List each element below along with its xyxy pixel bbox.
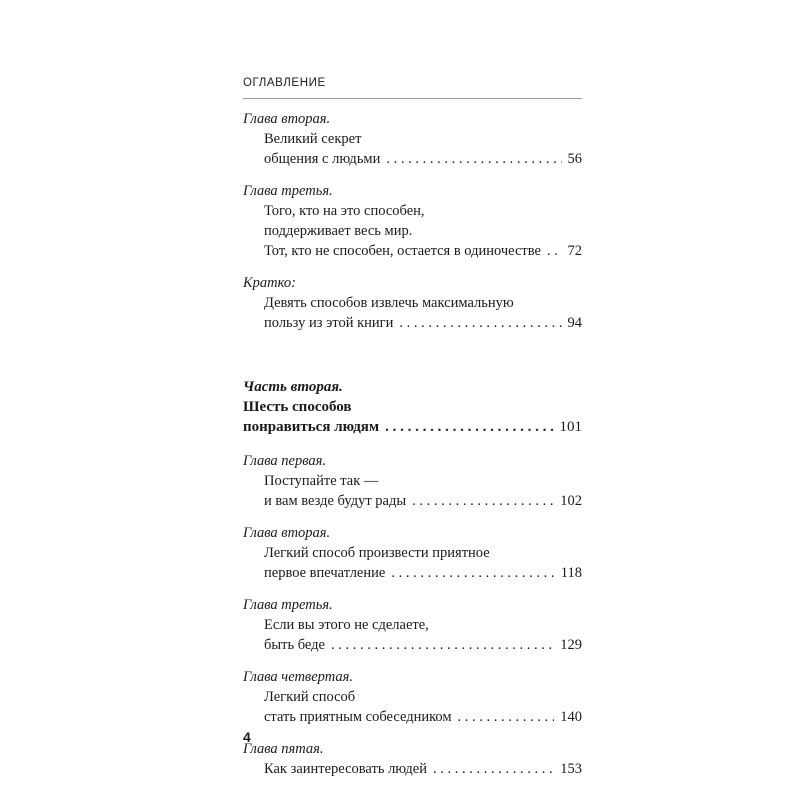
- chapter-title-line: Того, кто на это способен,: [264, 203, 425, 219]
- running-header: ОГЛАВЛЕНИЕ: [243, 77, 326, 89]
- dot-leader: [385, 417, 553, 437]
- page-ref: 101: [559, 419, 582, 435]
- chapter-title-last-line: [243, 149, 582, 169]
- toc-entry: [243, 109, 582, 169]
- chapter-title-text: Тот, кто не способен, остается в одиночестве: [264, 243, 541, 259]
- page-number: 4: [243, 729, 251, 745]
- page-ref: 140: [560, 709, 582, 725]
- dot-leader: [458, 707, 555, 727]
- page-ref: 56: [567, 151, 582, 167]
- toc-entry: [243, 273, 582, 333]
- chapter-label: Глава первая.: [243, 453, 327, 469]
- page-ref: 118: [560, 565, 582, 581]
- chapter-title-line: Легкий способ: [264, 689, 356, 705]
- dot-leader: [331, 635, 554, 655]
- chapter-title-text: быть беде: [264, 637, 325, 653]
- dot-leader: [412, 491, 554, 511]
- chapter-label: Глава вторая.: [243, 111, 331, 127]
- chapter-title-text: общения с людьми: [264, 151, 381, 167]
- page-ref: 129: [560, 637, 582, 653]
- part-label: Часть вторая.: [243, 379, 343, 395]
- header-rule: [243, 98, 582, 99]
- chapter-title-line: Великий секрет: [264, 131, 362, 147]
- chapter-title-text: и вам везде будут рады: [264, 493, 407, 509]
- part-title-line: Шесть способов: [243, 399, 352, 415]
- chapter-label: Глава третья.: [243, 597, 333, 613]
- page-ref: 153: [560, 761, 582, 777]
- toc-entry: [243, 181, 582, 261]
- dot-leader: [391, 563, 554, 583]
- chapter-title-last-line: [243, 241, 582, 261]
- toc-entry: [243, 667, 582, 727]
- dot-leader: [386, 149, 561, 169]
- chapter-title-text: стать приятным собеседником: [264, 709, 452, 725]
- chapter-title-last-line: [243, 635, 582, 655]
- chapter-title-text: Как заинтересовать людей: [264, 761, 427, 777]
- chapter-title-line: Если вы этого не сделаете,: [264, 617, 429, 633]
- chapter-label: Глава четвертая.: [243, 669, 353, 685]
- chapter-title-last-line: [243, 313, 582, 333]
- chapter-title-last-line: [243, 491, 582, 511]
- chapter-label: Глава вторая.: [243, 525, 331, 541]
- toc-entry: [243, 523, 582, 583]
- dot-leader: [547, 241, 562, 261]
- dot-leader: [433, 759, 554, 779]
- chapter-label: Глава пятая.: [243, 741, 324, 757]
- page-ref: 72: [567, 243, 582, 259]
- page-ref: 102: [560, 493, 582, 509]
- chapter-label: Глава третья.: [243, 183, 333, 199]
- toc-entry: [243, 739, 582, 779]
- chapter-title-line: Поступайте так —: [264, 473, 379, 489]
- toc-part-entry: [243, 377, 582, 437]
- chapter-title-line: поддерживает весь мир.: [264, 223, 413, 239]
- chapter-title-text: первое впечатление: [264, 565, 386, 581]
- chapter-title-text: пользу из этой книги: [264, 315, 394, 331]
- page-ref: 94: [567, 315, 582, 331]
- toc-entry: [243, 451, 582, 511]
- chapter-title-last-line: [243, 759, 582, 779]
- table-of-contents: [243, 109, 582, 791]
- chapter-title-last-line: [243, 563, 582, 583]
- chapter-title-line: Легкий способ произвести приятное: [264, 545, 490, 561]
- toc-entry: [243, 595, 582, 655]
- part-title-text: понравиться людям: [243, 419, 380, 435]
- chapter-title-last-line: [243, 707, 582, 727]
- dot-leader: [399, 313, 561, 333]
- chapter-label: Кратко:: [243, 275, 296, 291]
- part-title-last-line: [243, 417, 582, 437]
- chapter-title-line: Девять способов извлечь максимальную: [264, 295, 514, 311]
